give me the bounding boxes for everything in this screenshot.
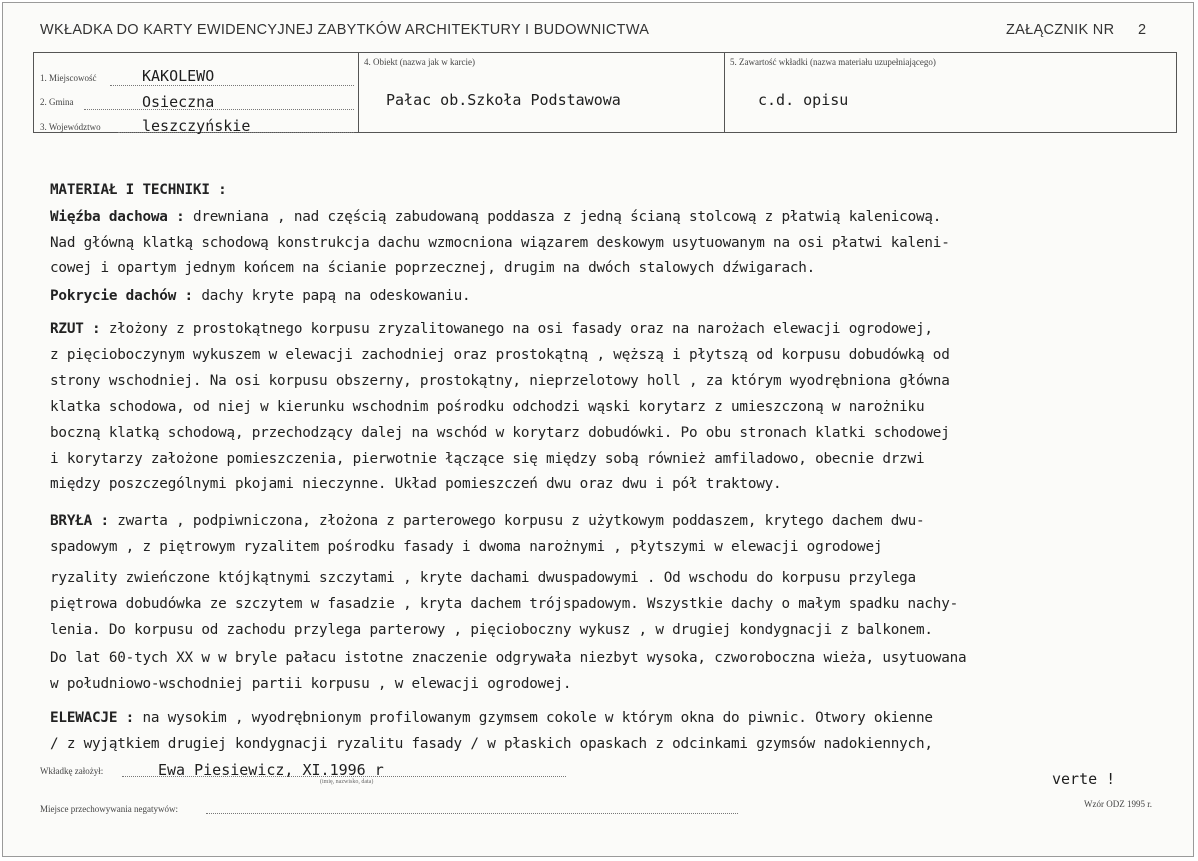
- text-line: Nad główną klatką schodową konstrukcja dachu wzmocniona wiązarem deskowym usytuowanym na osi płatwi kaleni-: [50, 235, 950, 251]
- voivodeship-label: 3. Województwo: [40, 122, 101, 132]
- form-pattern: Wzór ODZ 1995 r.: [1084, 799, 1152, 809]
- text-line: między poszczególnymi pkojami nieczynne. Układ pomieszczeń dwu oraz dwu i pół traktowy.: [50, 476, 782, 492]
- section-heading-materials: MATERIAŁ I TECHNIKI :: [50, 182, 227, 198]
- metadata-box: [33, 52, 1177, 133]
- annex-label: ZAŁĄCZNIK NR: [1006, 22, 1115, 38]
- section-label: Więźba dachowa :: [50, 209, 185, 225]
- commune-label: 2. Gmina: [40, 97, 74, 107]
- prepared-by-hint: (imię, nazwisko, data): [320, 779, 374, 785]
- commune-line: [84, 109, 354, 110]
- negatives-location-line: [206, 813, 738, 814]
- object-label: 4. Obiekt (nazwa jak w karcie): [364, 57, 475, 67]
- text-line: strony wschodniej. Na osi korpusu obszerny, prostokątny, nieprzelotowy holl , za którym wyodrębniona główna: [50, 373, 950, 389]
- voivodeship-value: leszczyńskie: [142, 117, 251, 135]
- text-line: Do lat 60-tych XX w w bryle pałacu istotne znaczenie odgrywała niezbyt wysoka, czworoboczna wieża, usytuowana: [50, 650, 967, 666]
- text-line: cowej i opartym jednym końcem na ścianie poprzecznej, drugim na dwóch stalowych dźwigarach.: [50, 260, 816, 276]
- text-line: piętrowa dobudówka ze szczytem w fasadzie , kryta dachem trójspadowym. Wszystkie dachy o małym spadku nachy-: [50, 596, 959, 612]
- verte-note: verte !: [1052, 770, 1116, 788]
- text-line: spadowym , z piętrowym ryzalitem pośrodku fasady i dwoma narożnymi , płytszymi w elewacji ogrodowej: [50, 539, 883, 555]
- text-line: w południowo-wschodniej partii korpusu , w elewacji ogrodowej.: [50, 676, 572, 692]
- text-line: i korytarzy założone pomieszczenia, pierwotnie łączące się między sobą również amfiladowo, obecnie drzwi: [50, 451, 925, 467]
- text-line: / z wyjątkiem drugiej kondygnacji ryzalitu fasady / w płaskich opaskach z odcinkami gzymsów nadokiennych,: [50, 736, 933, 752]
- box-divider: [358, 53, 359, 132]
- box-divider: [724, 53, 725, 132]
- section-line-elewacje: ELEWACJE : na wysokim , wyodrębnionym profilowanym gzymsem cokole w którym okna do piwnic. Otwory okienne: [50, 710, 933, 726]
- text-line: klatka schodowa, od niej w kierunku wschodnim pośrodku odchodzi wąski korytarz z umieszczoną w narożniku: [50, 399, 925, 415]
- locality-label: 1. Miejscowość: [40, 73, 97, 83]
- document-title: WKŁADKA DO KARTY EWIDENCYJNEJ ZABYTKÓW ARCHITEKTURY I BUDOWNICTWA: [40, 22, 650, 38]
- text-line: ryzality zwieńczone któjkątnymi szczytami , kryte dachami dwuspadowymi . Od wschodu do korpusu przylega: [50, 570, 916, 586]
- locality-value: KAKOLEWO: [142, 67, 215, 85]
- negatives-location-label: Miejsce przechowywania negatywów:: [40, 804, 178, 814]
- text-line: Pokrycie dachów : dachy kryte papą na odeskowaniu.: [50, 288, 471, 304]
- text-line: z pięcioboczynym wykuszem w elewacji zachodniej oraz prostokątną , węższą i płytszą od korpusu dobudówką od: [50, 347, 950, 363]
- section-label: RZUT :: [50, 321, 101, 337]
- object-value: Pałac ob.Szkoła Podstawowa: [386, 91, 621, 109]
- annex-number: 2: [1138, 22, 1147, 38]
- insert-content-label: 5. Zawartość wkładki (nazwa materiału uzupełniającego): [730, 57, 936, 67]
- insert-content-value: c.d. opisu: [758, 91, 849, 109]
- locality-line: [110, 85, 354, 86]
- section-line-rzut: RZUT : złożony z prostokątnego korpusu zryzalitowanego na osi fasady oraz na narożach elewacji ogrodowej,: [50, 321, 933, 337]
- section-line-bryla: BRYŁA : zwarta , podpiwniczona, złożona z parterowego korpusu z użytkowym poddaszem, krytego dachem dwu-: [50, 513, 925, 529]
- text-line: Więźba dachowa : drewniana , nad częścią zabudowaną poddasza z jedną ścianą stolcową z płatwią kalenicową.: [50, 209, 942, 225]
- prepared-by-value: Ewa Piesiewicz, XI.1996 r: [158, 761, 384, 779]
- prepared-by-label: Wkładkę założył:: [40, 766, 104, 776]
- commune-value: Osieczna: [142, 93, 215, 111]
- section-label: BRYŁA :: [50, 513, 109, 529]
- section-label: Pokrycie dachów :: [50, 288, 193, 304]
- text-line: lenia. Do korpusu od zachodu przylega parterowy , pięcioboczny wykusz , w drugiej kondygnacji z balkonem.: [50, 622, 933, 638]
- section-label: ELEWACJE :: [50, 710, 135, 726]
- text-line: boczną klatką schodową, przechodzący dalej na wschód w korytarz dobudówki. Po obu stronach klatki schodowej: [50, 425, 950, 441]
